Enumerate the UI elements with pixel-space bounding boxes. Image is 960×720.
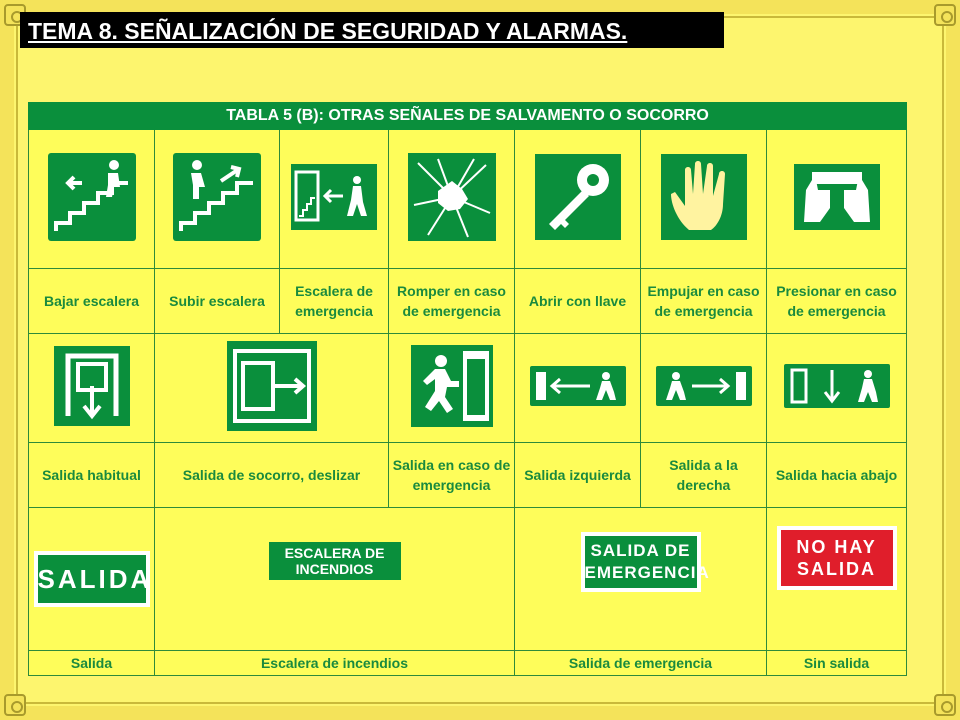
- sign-cell: [155, 508, 515, 651]
- sign-cell: [155, 334, 389, 443]
- sign-label: Salida: [29, 651, 155, 676]
- sign-label: Salida de emergencia: [515, 651, 767, 676]
- break-glass-icon: [408, 153, 496, 241]
- sign-label: Salida de socorro, deslizar: [155, 443, 389, 508]
- escalera-sign-line1: ESCALERA DE: [284, 545, 385, 561]
- exit-door-down-icon: [54, 346, 130, 426]
- salida-sign-text: SALIDA: [38, 555, 146, 603]
- sign-cell: [29, 508, 155, 651]
- sign-cell: [29, 130, 155, 269]
- sign-label: Presionar en caso de emergencia: [767, 269, 907, 334]
- exit-right-icon: [656, 366, 752, 406]
- nohay-sign-line2: SALIDA: [797, 559, 877, 579]
- sign-cell: [641, 334, 767, 443]
- sign-label: Abrir con llave: [515, 269, 641, 334]
- sign-cell: [767, 130, 907, 269]
- sign-label: Salida habitual: [29, 443, 155, 508]
- sign-label: Salida en caso de emergencia: [389, 443, 515, 508]
- sign-label: Salida izquierda: [515, 443, 641, 508]
- table-heading: TABLA 5 (B): OTRAS SEÑALES DE SALVAMENTO O SOCORRO: [29, 103, 907, 130]
- sign-label: Bajar escalera: [29, 269, 155, 334]
- exit-left-icon: [530, 366, 626, 406]
- running-exit-icon: [411, 345, 493, 427]
- sign-label: Empujar en caso de emergencia: [641, 269, 767, 334]
- sign-label: Escalera de emergencia: [280, 269, 389, 334]
- emergencia-sign-line2: EMERGENCIA: [584, 563, 710, 582]
- sign-cell: [515, 334, 641, 443]
- salida-emergencia-sign: [581, 532, 710, 592]
- push-hand-icon: [661, 154, 747, 240]
- sign-label: Sin salida: [767, 651, 907, 676]
- corner-ornament: [934, 4, 956, 26]
- sign-label: Salida hacia abajo: [767, 443, 907, 508]
- sign-cell: [515, 508, 767, 651]
- sign-cell: [155, 130, 280, 269]
- no-hay-salida-sign: [777, 526, 897, 590]
- sign-cell: [641, 130, 767, 269]
- sliding-door-icon: [227, 341, 317, 431]
- sign-label: Romper en caso de emergencia: [389, 269, 515, 334]
- emergencia-sign-line1: SALIDA DE: [590, 541, 691, 560]
- sign-label: Subir escalera: [155, 269, 280, 334]
- salida-sign: [34, 551, 153, 607]
- sign-label: Escalera de incendios: [155, 651, 515, 676]
- key-icon: [535, 154, 621, 240]
- stairs-down-icon: [48, 153, 136, 241]
- corner-ornament: [4, 694, 26, 716]
- sign-cell: [767, 334, 907, 443]
- corner-ornament: [934, 694, 956, 716]
- page-title: TEMA 8. SEÑALIZACIÓN DE SEGURIDAD Y ALARMAS.: [20, 12, 724, 48]
- signs-table: [28, 102, 907, 676]
- sign-label: Salida a la derecha: [641, 443, 767, 508]
- sign-cell: [389, 130, 515, 269]
- stairs-up-icon: [173, 153, 261, 241]
- escalera-incendios-sign: [269, 542, 401, 580]
- sign-cell: [767, 508, 907, 651]
- escalera-sign-line2: INCENDIOS: [295, 561, 374, 577]
- press-hands-icon: [794, 164, 880, 230]
- emergency-stairs-icon: [291, 164, 377, 230]
- sign-cell: [29, 334, 155, 443]
- sign-cell: [389, 334, 515, 443]
- exit-down-icon: [784, 364, 890, 408]
- nohay-sign-line1: NO HAY: [796, 537, 877, 557]
- sign-cell: [515, 130, 641, 269]
- sign-cell: [280, 130, 389, 269]
